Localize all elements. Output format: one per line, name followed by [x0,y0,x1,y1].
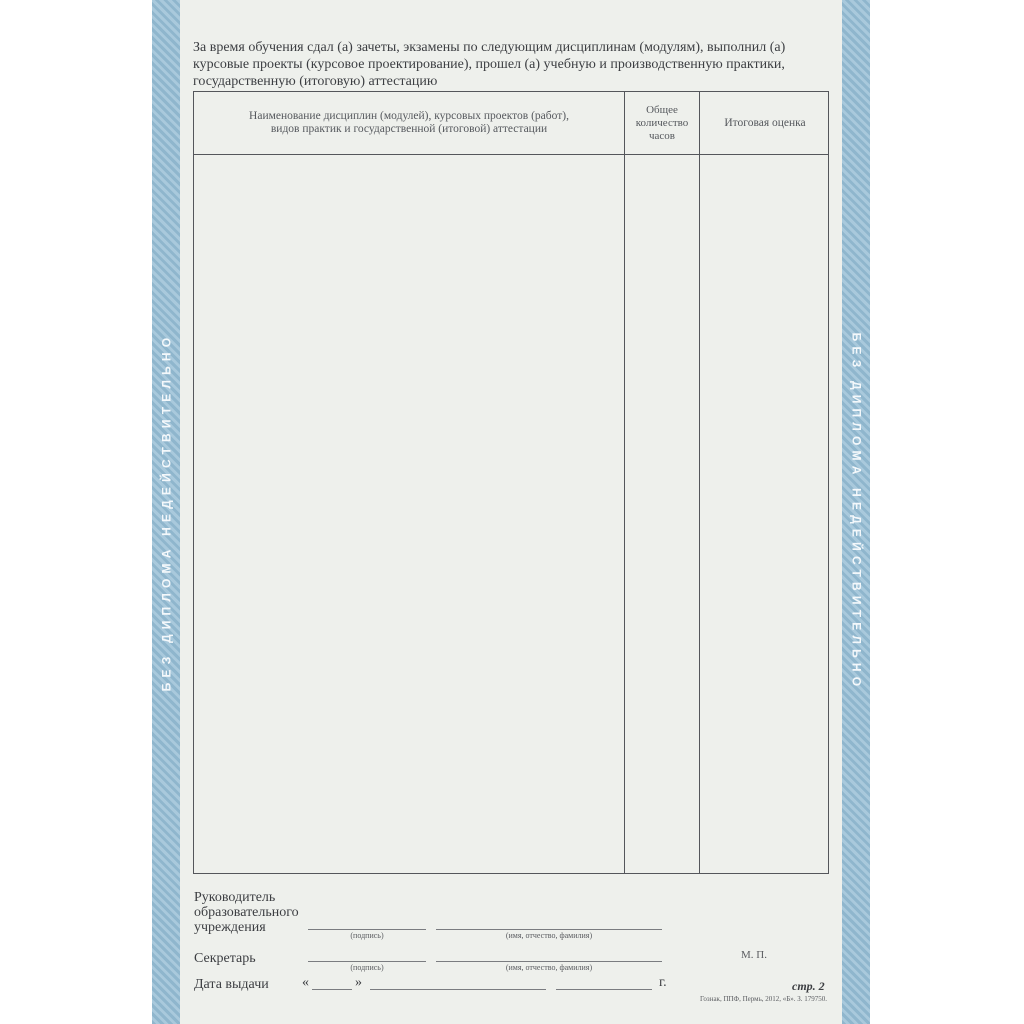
intro-paragraph [193,39,833,90]
column-divider-1 [624,92,625,873]
header-hours-line-3: часов [648,129,675,142]
header-disciplines-line-2: видов практик и государственной (итоговой) аттестации [270,123,548,135]
secretary-signature-line [308,961,426,962]
issue-date-label: Дата выдачи [194,977,269,992]
date-day-line [312,989,352,990]
grades-table [193,91,829,874]
date-month-line [370,989,546,990]
seal-place-label: М. П. [741,949,767,961]
head-label-line-1: Руководитель [194,890,276,905]
secretary-signature-caption: (подпись) [350,963,384,972]
right-border-text [842,0,870,1024]
header-hours-line-1: Общее [646,103,678,116]
head-of-institution-label [194,890,299,935]
header-final-grade-label: Итоговая оценка [724,116,806,129]
page-number: стр. 2 [792,979,825,993]
secretary-label: Секретарь [194,951,256,966]
date-year-suffix: г. [659,975,667,990]
date-quote-open: « [302,975,309,990]
intro-line-2: курсовые проекты (курсовое проектирование), прошел (а) учебную и производственную практики, [193,57,785,72]
secretary-name-line [436,961,662,962]
left-border-text [152,0,180,1024]
head-label-line-2: образовательного [194,905,299,920]
head-name-caption: (имя, отчество, фамилия) [505,931,593,940]
header-final-grade [701,92,829,154]
header-disciplines [194,92,624,154]
head-label-line-3: учреждения [194,920,266,935]
head-signature-line [308,929,426,930]
left-border-label: БЕЗ ДИПЛОМА НЕДЕЙСТВИТЕЛЬНО [159,332,173,692]
header-hours-line-2: количество [635,116,689,129]
intro-line-1: За время обучения сдал (а) зачеты, экзамены по следующим дисциплинам (модулям), выполнил (а) [193,40,786,55]
intro-line-3: государственную (итоговую) аттестацию [193,74,438,89]
date-year-line [556,989,652,990]
date-quote-close: » [355,975,362,990]
header-disciplines-line-1: Наименование дисциплин (модулей), курсовых проектов (работ), [249,110,569,122]
right-border-label: БЕЗ ДИПЛОМА НЕДЕЙСТВИТЕЛЬНО [849,332,863,692]
head-name-line [436,929,662,930]
header-hours [626,92,698,154]
head-signature-caption: (подпись) [350,931,384,940]
printer-imprint: Гознак, ППФ, Пермь, 2012, «Б». З. 179750. [700,995,828,1003]
column-divider-2 [699,92,700,873]
secretary-name-caption: (имя, отчество, фамилия) [505,963,593,972]
